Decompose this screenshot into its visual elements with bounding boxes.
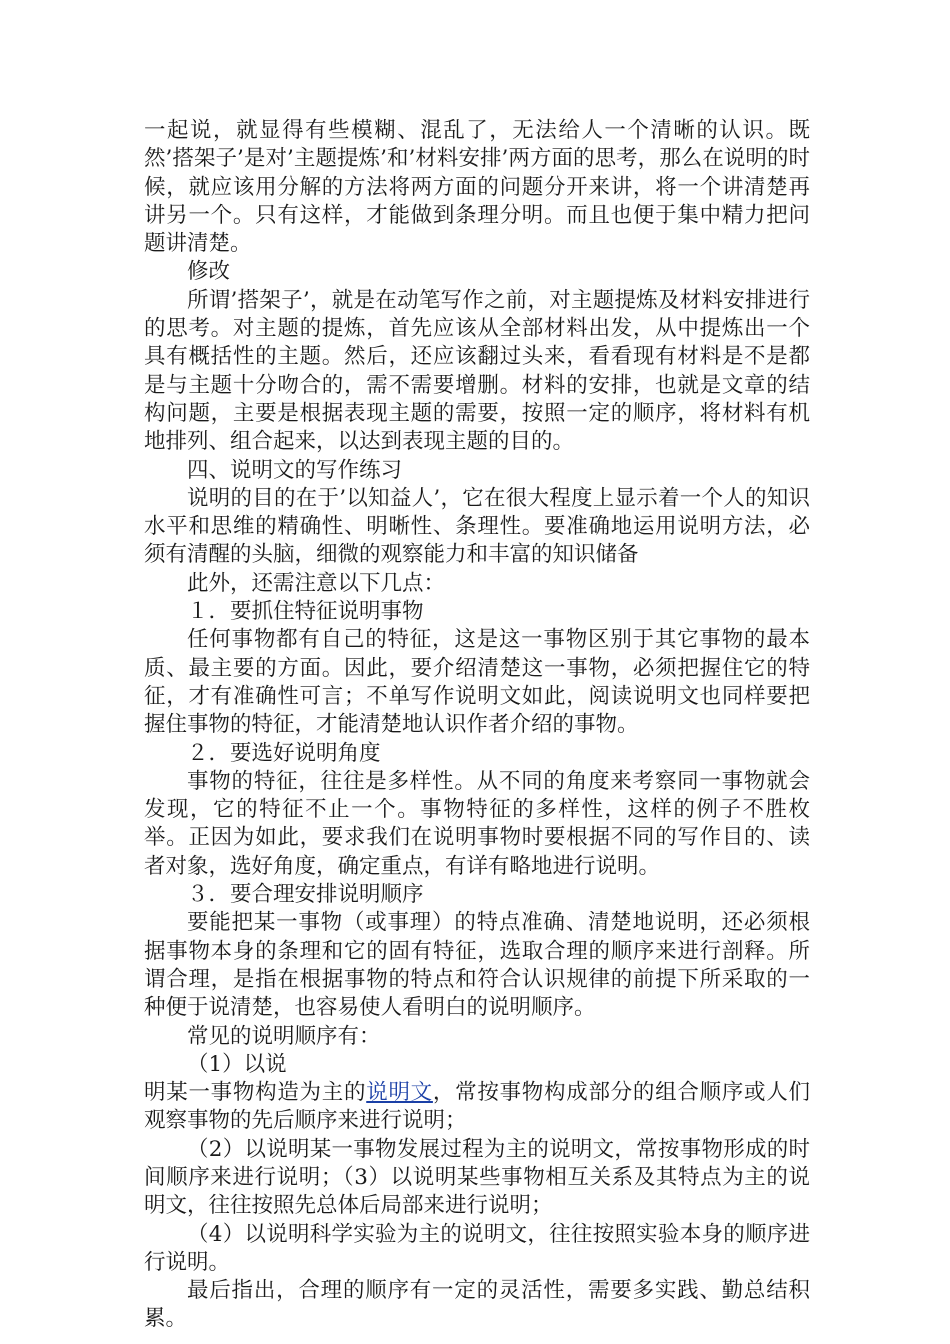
section-heading: 四、说明文的写作练习 xyxy=(187,457,403,483)
list-item-4: （4）以说明科学实验为主的说明文，往往按照实验本身的顺序进行说明。 xyxy=(144,1221,810,1275)
point-heading-3: ３．要合理安排说明顺序 xyxy=(187,882,424,908)
paragraph: 说明的目的在于’以知益人’，它在很大程度上显示着一个人的知识水平和思维的精确性、明晰性、条理性。要准确地运用说明方法，必须有清醒的头脑，细微的观察能力和丰富的知识储备 xyxy=(144,485,810,568)
section-label-revision: 修改 xyxy=(187,259,231,285)
document-page xyxy=(144,117,810,1334)
paragraph: 事物的特征，往往是多样性。从不同的角度来考察同一事物就会发现，它的特征不止一个。事物特征的多样性，这样的例子不胜枚举。正因为如此，要求我们在说明事物时要根据不同的写作目的、读者对象，选好角度，确定重点，有详有略地进行说明。 xyxy=(144,768,810,879)
paragraph: 要能把某一事物（或事理）的特点准确、清楚地说明，还必须根据事物本身的条理和它的固有特征，选取合理的顺序来进行剖释。所谓合理，是指在根据事物的特点和符合认识规律的前提下所采取的一种便于说清楚，也容易使人看明白的说明顺序。 xyxy=(144,910,810,1021)
closing-paragraph: 最后指出，合理的顺序有一定的灵活性，需要多实践、勤总结积累。 xyxy=(144,1278,810,1332)
paragraph: 任何事物都有自己的特征，这是这一事物区别于其它事物的最本质、最主要的方面。因此，要介绍清楚这一事物，必须把握住它的特征，才有准确性可言；不单写作说明文如此，阅读说明文也同样要把握住事物的特征，才能清楚地认识作者介绍的事物。 xyxy=(144,627,810,738)
shuomingwen-link[interactable]: 说明文 xyxy=(366,1080,433,1106)
point-heading-2: ２．要选好说明角度 xyxy=(187,740,381,766)
list-item-1-continued xyxy=(144,1079,810,1136)
list-item-2-3: （2）以说明某一事物发展过程为主的说明文，常按事物形成的时间顺序来进行说明；（3）以说明某些事物相互关系及其特点为主的说明文，往往按照先总体后局部来进行说明； xyxy=(144,1136,810,1219)
link-para-after: ，常按事物构成部分的组合顺序或人们观察事物的先后顺序来进行说明； xyxy=(144,1080,810,1134)
paragraph: 所谓’搭架子’，就是在动笔写作之前，对主题提炼及材料安排进行的思考。对主题的提炼，首先应该从全部材料出发，从中提炼出一个具有概括性的主题。然后，还应该翻过头来，看看现有材料是不是都是与主题十分吻合的，需不需要增删。材料的安排，也就是文章的结构问题，主要是根据表现主题的需要，按照一定的顺序，将材料有机地排列、组合起来，以达到表现主题的目的。 xyxy=(144,287,810,455)
paragraph: 一起说，就显得有些模糊、混乱了，无法给人一个清晰的认识。既然’搭架子’是对’主题提炼’和’材料安排’两方面的思考，那么在说明的时候，就应该用分解的方法将两方面的问题分开来讲，将一个讲清楚再讲另一个。只有这样，才能做到条理分明。而且也便于集中精力把问题讲清楚。 xyxy=(144,118,810,257)
paragraph: 常见的说明顺序有： xyxy=(187,1023,381,1049)
point-heading-1: １．要抓住特征说明事物 xyxy=(187,599,424,625)
paragraph: 此外，还需注意以下几点： xyxy=(187,570,446,596)
list-item-1-start: （1）以说 xyxy=(187,1051,287,1077)
link-para-before: 明某一事物构造为主的 xyxy=(144,1080,367,1106)
